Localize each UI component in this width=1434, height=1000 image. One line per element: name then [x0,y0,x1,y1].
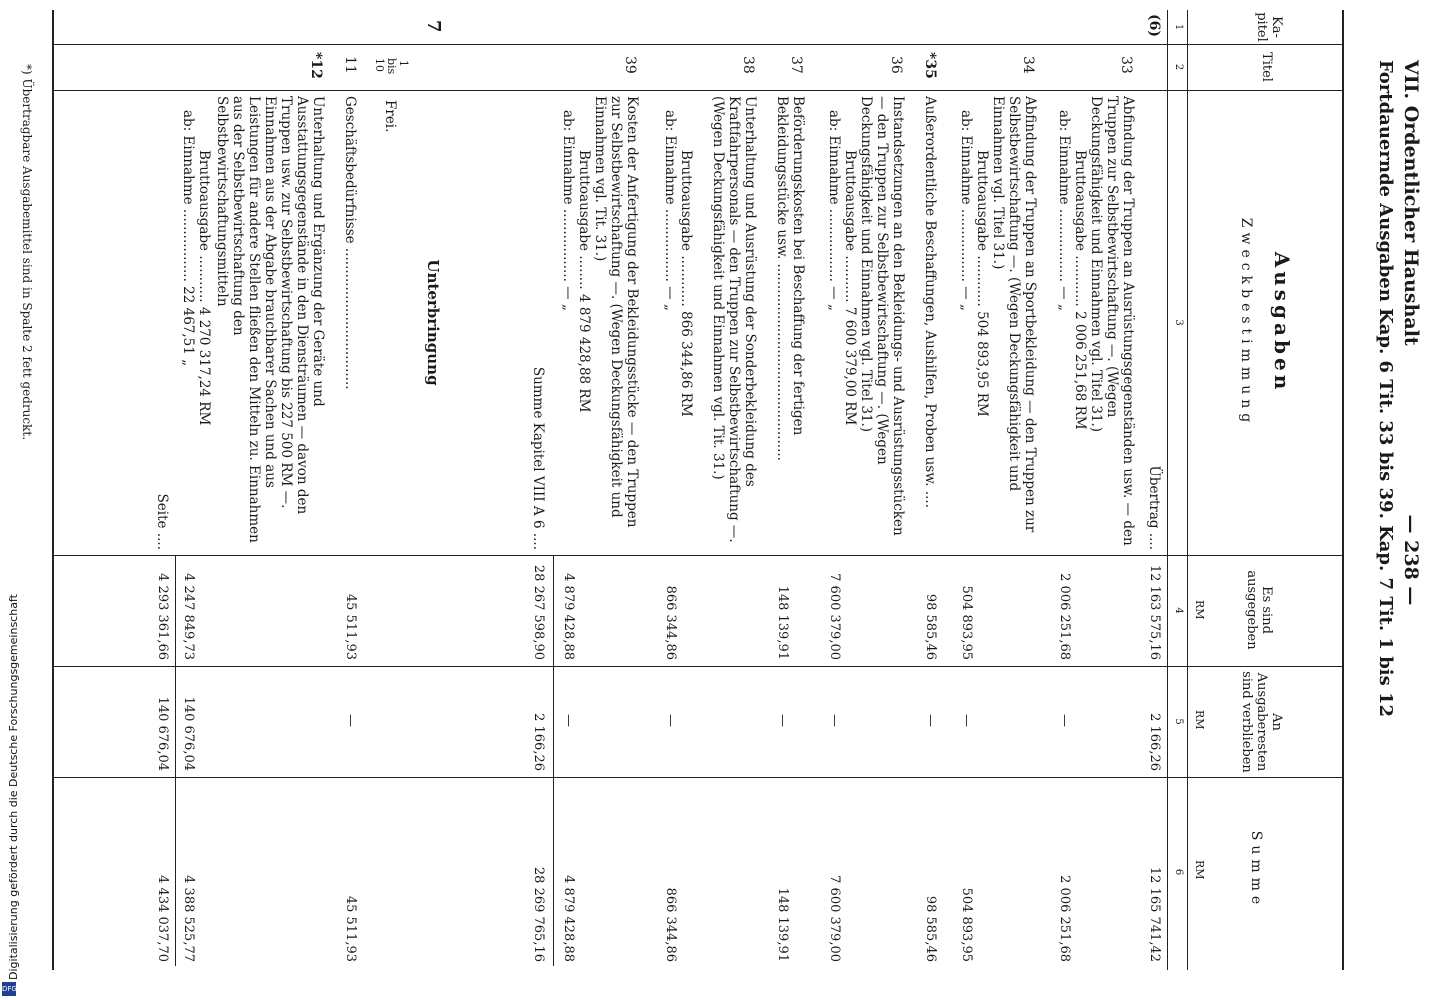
col4-unit: RM [1193,600,1206,620]
budget-subtitle: Fortdauernde Ausgaben Kap. 6 Tit. 33 bis 39. Kap. 7 Tit. 1 bis 12 [1375,60,1396,718]
titel-37: 37 [788,56,804,74]
titel-34-text: Abfindung der Truppen an Sportbekleidung — den Truppen zur Selbstbewirtschaftung —. (Wegen Deckungsfähigkeit und Einnahmen vgl. Titel 31.) [990,96,1038,533]
colnum-4: 4 [1173,607,1184,614]
colnum-3: 3 [1173,319,1184,326]
vline-1 [54,44,1344,45]
titel-39-c6: 4 879 428,88 [561,875,576,962]
table-top-rule [1342,10,1344,970]
summe-kapitel-c6: 28 269 765,16 [531,866,546,962]
colnum-6: 6 [1173,868,1184,876]
titel-33-text: Abfindung der Truppen an Ausrüstungsgegenständen usw. — den Truppen zur Selbstbewirtschaftung —. (Wegen Deckungsfähigkeit und Einnahmen vgl. Titel 31.) [1088,96,1136,546]
kapitel-7: 7 [423,20,444,33]
budget-title: VII. Ordentlicher Haushalt [1400,60,1422,346]
titel-36-brutto: Bruttoausgabe ........... 7 600 379,00 RM [842,150,858,426]
titel-11-c6: 45 511,93 [343,895,358,962]
titel-33-brutto: Bruttoausgabe ............ 2 006 251,68 RM [1072,150,1088,430]
titel-34-brutto: Bruttoausgabe ............ 504 893,95 RM [974,150,990,417]
col-reste-header: An Ausgaberesten sind verblieben [1239,671,1284,773]
summe-rule [553,556,554,966]
seite-c4: 4 293 361,66 [155,573,170,660]
summe-kapitel-c5: 2 166,26 [531,713,546,771]
seite-rule [175,556,176,966]
colnum-5: 5 [1173,718,1184,725]
titel-35: *35 [922,52,938,79]
titel-37-c6: 148 139,91 [775,887,790,962]
titel-39-text: Kosten der Anfertigung der Bekleidungsstücke — den Truppen zur Selbstbewirtschaftung —. (Wegen Deckungsfähigkeit und Einnahmen vgl. Tit. 31.) [592,96,640,528]
seite-c6: 4 434 037,70 [155,875,170,962]
titel-bis: bis [385,58,398,75]
titel-37-c4: 148 139,91 [775,585,790,660]
titel-37-c5: — [775,714,790,727]
seite-label: Seite .... [154,493,170,550]
uebertrag-c4: 12 163 575,16 [1147,564,1162,660]
titel-33-c4: 2 006 251,68 [1057,573,1072,660]
header-bottom-rule [1187,10,1188,970]
titel-38-text: Unterhaltung und Ausrüstung der Sonderbekleidung des Kraftfahrpersonals — den Truppen zur Selbstbewirtschaftung —. (Wegen Deckungsfähigkeit und Einnahmen vgl. Tit. 31.) [710,96,758,543]
titel-33-einnahme: ab: Einnahme ................. — „ [1056,110,1072,311]
titel-34-einnahme: ab: Einnahme ................. — „ [958,110,974,311]
titel-36: 36 [888,56,904,74]
page-number: — 238 — [1400,514,1422,606]
titel-12-text: Unterhaltung und Ergänzung der Geräte und Ausstattungsgegenstände in den Diensträumen — davon den Truppen usw. zur Selbstbewirtschaftung bis 227 500 RM —. Einnahmen aus der Abgabe brauchbarer Sachen und aus Leistungen für andere Stellen fließen den Mitteln zu. Einnahmen aus der Selbstbewirtschaftung den Selbstbewirtschaftungsmitteln [214,96,326,543]
colnum-1: 1 [1173,23,1184,31]
titel-39-brutto: Bruttoausgabe ........ 4 879 428,88 RM [576,150,592,413]
titel-12-c4: 4 247 849,73 [181,573,196,660]
titel-11: 11 [342,56,358,74]
titel-12-einnahme: ab: Einnahme ................. 22 467,51 „ [180,110,196,367]
titel-36-c4: 7 600 379,00 [827,573,842,660]
titel-38-einnahme: ab: Einnahme ................. — „ [662,110,678,311]
titel-39-c5: — [561,714,576,727]
titel-36-c6: 7 600 379,00 [827,875,842,962]
col-kapitel-header: Ka-pitel [1254,12,1284,42]
titel-1-10-text: Frei. [382,100,398,133]
titel-33-c6: 2 006 251,68 [1057,875,1072,962]
titel-37-text: Beförderungskosten bei Beschaffung der fertigen Bekleidungsstücke usw. .............................................. [774,96,806,461]
titel-34: 34 [1020,56,1036,74]
titel-35-c4: 98 585,46 [923,593,938,660]
titel-36-c5: — [827,714,842,727]
titel-38: 38 [740,56,756,74]
titel-12-brutto: Bruttoausgabe ........... 4 270 317,24 RM [196,150,212,426]
titel-38-c5: — [663,714,678,727]
unterbringung-heading: Unterbringung [424,259,442,386]
titel-38-brutto: Bruttoausgabe ............ 866 344,86 RM [678,150,694,417]
digitization-text: Digitalisierung gefördert durch die Deutsche Forschungsgemeinschaft [7,594,20,980]
col-summe-header: Summe [1248,830,1264,910]
vline-2 [54,90,1344,91]
colnum-2: 2 [1173,63,1184,71]
titel-35-c5: — [923,714,938,727]
titel-33-c5: — [1057,714,1072,727]
titel-33: 33 [1118,56,1134,74]
dfg-logo: DFG [2,982,16,996]
titel-39: 39 [622,56,638,74]
col6-unit: RM [1193,860,1206,880]
footnote: *) Übertragbare Ausgabemittel sind in Spalte 2 fett gedruckt. [20,64,34,441]
col-zweck-header: Zweckbestimmung [1238,217,1254,428]
titel-38-c6: 866 344,86 [663,887,678,962]
summe-kapitel-label: Summe Kapitel VIII A 6 .... [530,366,546,550]
titel-1: 1 [397,60,410,67]
col-ausgaben-header: Ausgaben [1270,251,1294,394]
table-bottom-rule [52,10,54,970]
titel-12-c6: 4 388 525,77 [181,875,196,962]
titel-34-c4: 504 893,95 [959,585,974,660]
titel-35-c6: 98 585,46 [923,895,938,962]
summe-kapitel-c4: 28 267 598,90 [531,564,546,660]
titel-35-text: Außerordentliche Beschaffungen, Aushilfen, Proben usw. .... [922,96,938,509]
titel-34-c6: 504 893,95 [959,887,974,962]
uebertrag-label: Übertrag .... [1146,465,1162,550]
titel-36-einnahme: ab: Einnahme ................. — „ [826,110,842,311]
titel-11-c4: 45 511,93 [343,593,358,660]
colnum-rule [1167,10,1168,970]
col-titel-header: Titel [1259,52,1274,82]
titel-34-c5: — [959,714,974,727]
titel-39-c4: 4 879 428,88 [561,573,576,660]
titel-10: 10 [373,58,386,72]
titel-38-c4: 866 344,86 [663,585,678,660]
kapitel-6: (6) [1146,14,1162,37]
titel-39-einnahme: ab: Einnahme ................. — „ [560,110,576,311]
titel-12-c5: 140 676,04 [181,696,196,771]
col5-unit: RM [1193,710,1206,730]
uebertrag-c6: 12 165 741,42 [1147,866,1162,962]
titel-11-text: Geschäftsbedürfnisse ................................. [342,96,358,390]
titel-36-text: Instandsetzungen an den Bekleidungs- und Ausrüstungsstücken — den Truppen zur Selbstbewirtschaftung —. (Wegen Deckungsfähigkeit und Einnahmen vgl. Titel 31.) [858,96,906,536]
titel-11-c5: — [343,714,358,727]
titel-12: *12 [308,52,324,79]
col-ausgegeben-header: Es sind ausgegeben [1244,570,1274,650]
seite-c5: 140 676,04 [155,696,170,771]
uebertrag-c5: 2 166,26 [1147,713,1162,771]
